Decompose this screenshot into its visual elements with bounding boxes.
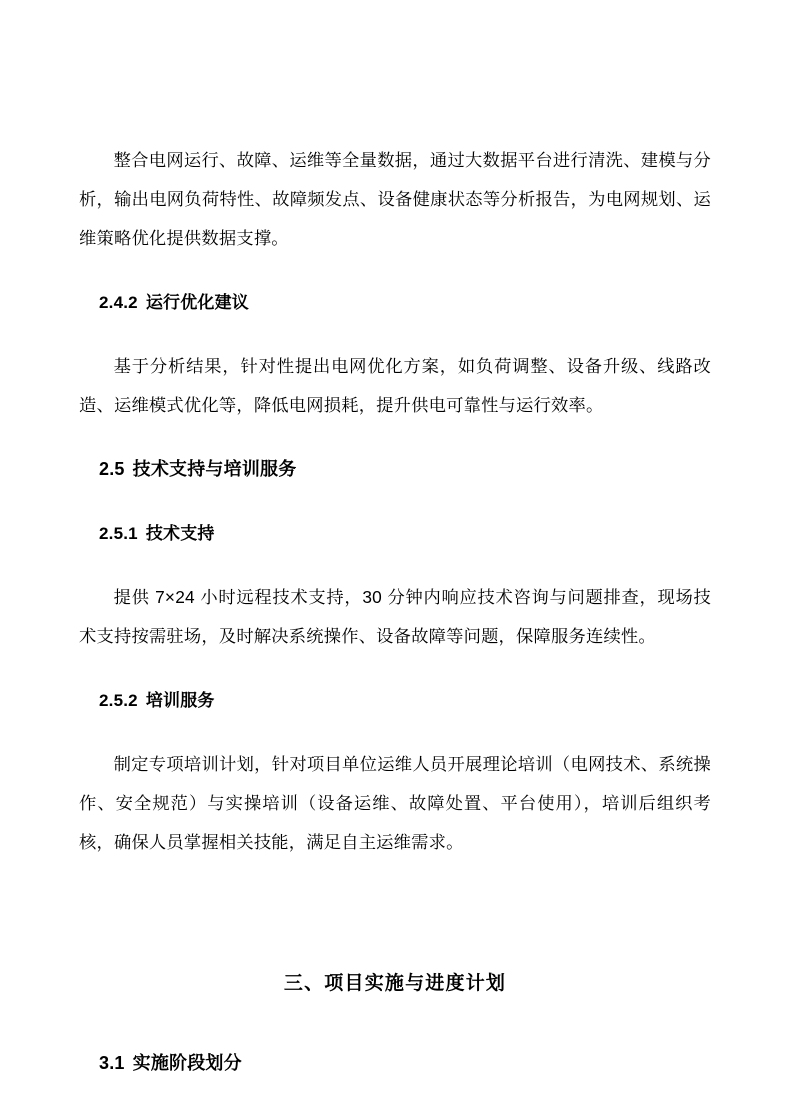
paragraph-technical-support: 提供 7×24 小时远程技术支持，30 分钟内响应技术咨询与问题排查，现场技术支持按需驻场，及时解决系统操作、设备故障等问题，保障服务连续性。 bbox=[79, 587, 711, 646]
spacer bbox=[79, 322, 711, 347]
spacer bbox=[79, 258, 711, 283]
heading-chapter-3: 三、项目实施与进度计划 bbox=[283, 973, 507, 994]
heading-2-4-2 bbox=[79, 283, 711, 322]
heading-2-5-1 bbox=[79, 514, 711, 553]
paragraph-training-service: 制定专项培训计划，针对项目单位运维人员开展理论培训（电网技术、系统操作、安全规范）与实操培训（设备运维、故障处置、平台使用），培训后组织考核，确保人员掌握相关技能，满足自主运维需求。 bbox=[79, 754, 711, 852]
spacer bbox=[79, 553, 711, 578]
spacer bbox=[79, 656, 711, 681]
heading-2-5 bbox=[79, 450, 711, 489]
heading-2-5-title: 技术支持与培训服务 bbox=[132, 459, 297, 479]
spacer bbox=[79, 720, 711, 745]
heading-3-1 bbox=[79, 1044, 711, 1083]
heading-3-1-title: 实施阶段划分 bbox=[132, 1053, 242, 1073]
heading-2-5-2 bbox=[79, 681, 711, 720]
document-text-column bbox=[79, 0, 711, 1083]
heading-3-1-number: 3.1 bbox=[99, 1053, 125, 1073]
heading-2-5-1-number: 2.5.1 bbox=[99, 524, 138, 543]
heading-2-4-2-title: 运行优化建议 bbox=[145, 293, 250, 312]
heading-2-5-2-title: 培训服务 bbox=[145, 691, 215, 710]
heading-2-5-number: 2.5 bbox=[99, 459, 125, 479]
heading-2-5-2-number: 2.5.2 bbox=[99, 691, 138, 710]
paragraph-data-integration: 整合电网运行、故障、运维等全量数据，通过大数据平台进行清洗、建模与分析，输出电网负荷特性、故障频发点、设备健康状态等分析报告，为电网规划、运维策略优化提供数据支撑。 bbox=[79, 150, 711, 248]
paragraph-optimization-proposal: 基于分析结果，针对性提出电网优化方案，如负荷调整、设备升级、线路改造、运维模式优化等，降低电网损耗，提升供电可靠性与运行效率。 bbox=[79, 356, 711, 415]
top-margin-spacer bbox=[79, 0, 711, 141]
spacer bbox=[79, 425, 711, 450]
spacer bbox=[79, 489, 711, 514]
spacer bbox=[79, 862, 711, 964]
heading-2-4-2-number: 2.4.2 bbox=[99, 293, 138, 312]
heading-2-5-1-title: 技术支持 bbox=[145, 524, 215, 543]
spacer bbox=[79, 1003, 711, 1044]
